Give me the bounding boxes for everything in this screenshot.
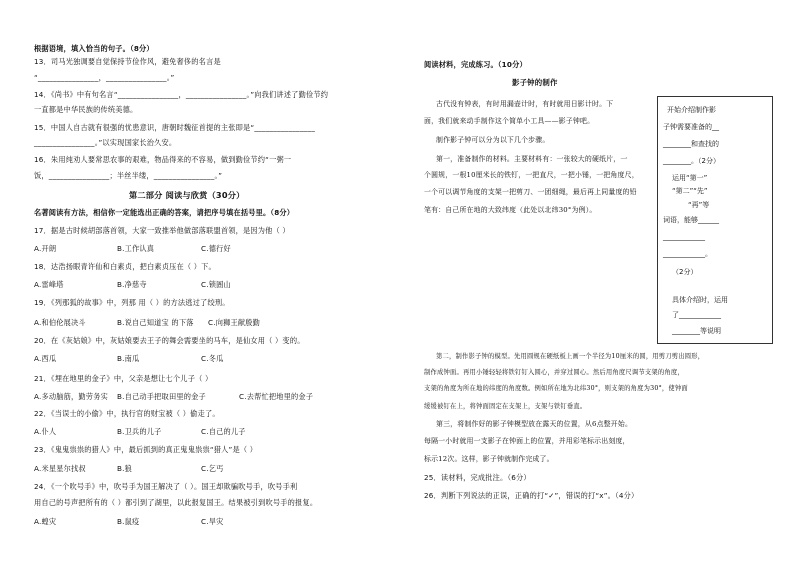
question-18: 18．达浩扬眼青许仙和白素贞，把白素贞压在（ ）下。 <box>34 262 216 271</box>
annotation-line: “再”等 <box>688 201 710 209</box>
q23-option-c: C.乞丐 <box>201 464 224 473</box>
paragraph-3-line3: 一个可以调节角度的支架一把剪刀、一团细绳，最后再上同量度的铅 <box>424 188 637 196</box>
q22-option-b: B.卫兵的儿子 <box>117 427 162 436</box>
annotation-line: 了____________ <box>672 311 721 319</box>
annotation-line: 子钟需要准备的__ <box>663 123 719 131</box>
q23-option-a: A.米星星尔找叔 <box>34 464 86 473</box>
question-14-line1: 14．《尚书》中有句名言“________________，________________。”向我们讲述了勤俭节约 <box>34 90 329 99</box>
q24-option-c: C.旱灾 <box>201 517 224 526</box>
question-24-line1: 24．《一个吹号手》中，吹号手为国王解决了（ ）。国王却欺骗吹号手，吹号手利 <box>34 482 298 491</box>
q20-option-a: A.西瓜 <box>34 354 57 363</box>
q21-option-a: A.多动脑筋，勤劳务实 <box>34 392 108 401</box>
question-15-line1: 15．中国人自古就有很强的忧患意识，唐朝时魏征首提的主张即是“________________ <box>34 123 316 132</box>
instruction-fill-sentences: 根据语境，填入恰当的句子。（8分） <box>34 44 154 53</box>
paragraph-1-line1: 古代没有钟表，有时用漏壶计时，有时就用日影计时。下 <box>436 100 614 108</box>
annotation-line: （2分） <box>672 268 698 276</box>
annotation-line: 运用“第一” <box>672 174 708 182</box>
q18-option-c: C.锁圄山 <box>201 280 231 289</box>
question-19: 19．《列那狐的故事》中，列那 用（ ）的方法逃过了绞刑。 <box>34 298 230 307</box>
question-25: 25．读材料，完成批注。（6分） <box>424 473 531 482</box>
q19-option-a: A.和伯伦展决斗 <box>34 318 86 327</box>
paragraph-5-line2: 每隔一小时就用一支影子在钟面上的位置，并用彩笔标示出刻度， <box>424 437 630 445</box>
paragraph-4-line3: 支架的角度为所在地的纬度的角度数。例如所在地为北纬30°，则支架的角度为30°，使钟面 <box>424 385 688 392</box>
question-23: 23．《鬼鬼祟祟的猎人》中，最后抓到的真正鬼鬼祟祟“猎人”是（ ） <box>34 445 258 454</box>
q20-option-c: C.冬瓜 <box>201 354 224 363</box>
question-16-line2: 饭，________________；半丝半缕，________________。” <box>34 171 223 180</box>
annotation-line: ____________。 <box>663 250 712 258</box>
q21-option-b: B.自己动手把取田里的金子 <box>117 392 206 401</box>
question-20: 20．在《灰姑娘》中，灰姑娘要去王子的舞会需要坐的马车，是仙女用（ ）变的。 <box>34 336 305 345</box>
question-15-line2: ________________。”以实现国家长治久安。 <box>34 138 177 147</box>
question-21: 21．《埋在地里的金子》中，父亲是想让七个儿子（ ） <box>34 374 213 383</box>
part-two-title: 第二部分 阅读与欣赏（30分） <box>129 190 245 200</box>
paragraph-3-line1: 第一，准备制作的材料。主要材料有：一张较大的硬纸片，一 <box>436 155 628 163</box>
annotation-line: ________。（2分） <box>663 157 720 165</box>
paragraph-4-line4: 缓缓被钉在上，将钟面固定在支架上，支架与铁钉垂直。 <box>424 403 587 410</box>
question-13-line2: “________________，________________。” <box>34 73 175 82</box>
q17-option-a: A.开朗 <box>34 244 57 253</box>
q24-option-b: B.鼠疫 <box>117 517 140 526</box>
q21-option-c: C.去帮忙把地里的金子 <box>239 392 314 401</box>
annotation-line: 具体介绍时，运用 <box>672 296 728 304</box>
question-13-line1: 13．司马光独调要自觉保持节俭作风，避免奢侈的名言是 <box>34 57 221 66</box>
question-26: 26．判断下列说法的正误，正确的打“✓”，错误的打“x”。（4分） <box>424 491 639 500</box>
paragraph-3-line2: 个圆规，一根10厘米长的铁钉，一把直尺，一把小锤，一把角度尺， <box>424 171 639 179</box>
question-22: 22．《当误士的小偷》中，执行官的财宝被（ ）偷走了。 <box>34 409 220 418</box>
q17-option-b: B.工作认真 <box>117 244 155 253</box>
paragraph-2: 制作影子钟可以分为以下几个步骤。 <box>436 136 550 144</box>
paragraph-5-line1: 第三，将制作好的影子钟模型放在露天的位置，从6点整开始。 <box>436 420 633 428</box>
annotation-line: 词语，能够______ <box>663 216 719 224</box>
q22-option-a: A.仆人 <box>34 427 57 436</box>
q23-option-b: B.狼 <box>117 464 133 473</box>
q19-option-c: C.向狮王献殷勤 <box>208 318 261 327</box>
article-title: 影子钟的制作 <box>512 78 558 87</box>
annotation-box <box>657 96 773 344</box>
question-24-line2: 用自己的号声把所有的（ ）都引到了湖里，以此报复国王。结果被引到吹号手的报复。 <box>34 498 318 507</box>
question-17: 17．据是古时候胡部落首领，大家一致推举他做部落联盟首领，是因为他（ ） <box>34 226 290 235</box>
annotation-line: ____________ <box>663 233 705 241</box>
instruction-read-material: 阅读材料，完成练习。（10分） <box>424 60 527 69</box>
annotation-line: ________和查找的 <box>663 140 719 148</box>
q22-option-c: C.自己的儿子 <box>201 427 246 436</box>
annotation-line: ________等说明 <box>672 327 721 335</box>
q18-option-a: A.雷峰塔 <box>34 280 64 289</box>
q20-option-b: B.南瓜 <box>117 354 140 363</box>
q17-option-c: C.德行好 <box>201 244 231 253</box>
annotation-line: “第二”“先” <box>672 187 708 195</box>
question-14-line2: 一直都是中华民族的传统美德。 <box>34 105 138 114</box>
paragraph-4-line2: 制作成钟面。再用小锤轻轻将铁钉钉入圆心，并穿过圆心。然后用角度尺调节支架的角度， <box>424 369 684 376</box>
paragraph-4-line1: 第二，制作影子钟的模型。先用圆规在硬纸板上画一个半径为10厘米的圆，用剪刀剪出圆形， <box>436 353 705 360</box>
q19-option-b: B.说自己知道宝 的下落 <box>117 318 194 327</box>
annotation-line: 开始介绍制作影 <box>667 106 716 114</box>
paragraph-1-line2: 面，我们就来动手制作这个简单小工具——影子钟吧。 <box>424 117 595 125</box>
q24-option-a: A.蝗灾 <box>34 517 57 526</box>
paragraph-3-line4: 笔有：自己所在地的大致纬度（此处以北纬30°为例）。 <box>424 206 597 214</box>
instruction-reading: 名著阅读有方法，相信你一定能选出正确的答案，请把序号填在括号里。（8分） <box>34 208 295 217</box>
paragraph-5-line3: 标示12次。这样，影子钟就制作完成了。 <box>424 455 554 463</box>
q18-option-b: B.净慈寺 <box>117 280 147 289</box>
question-16-line1: 16．朱用纯劝人要常思农事的艰难，物品得来的不容易，做到勤俭节约“一粥一 <box>34 155 292 164</box>
